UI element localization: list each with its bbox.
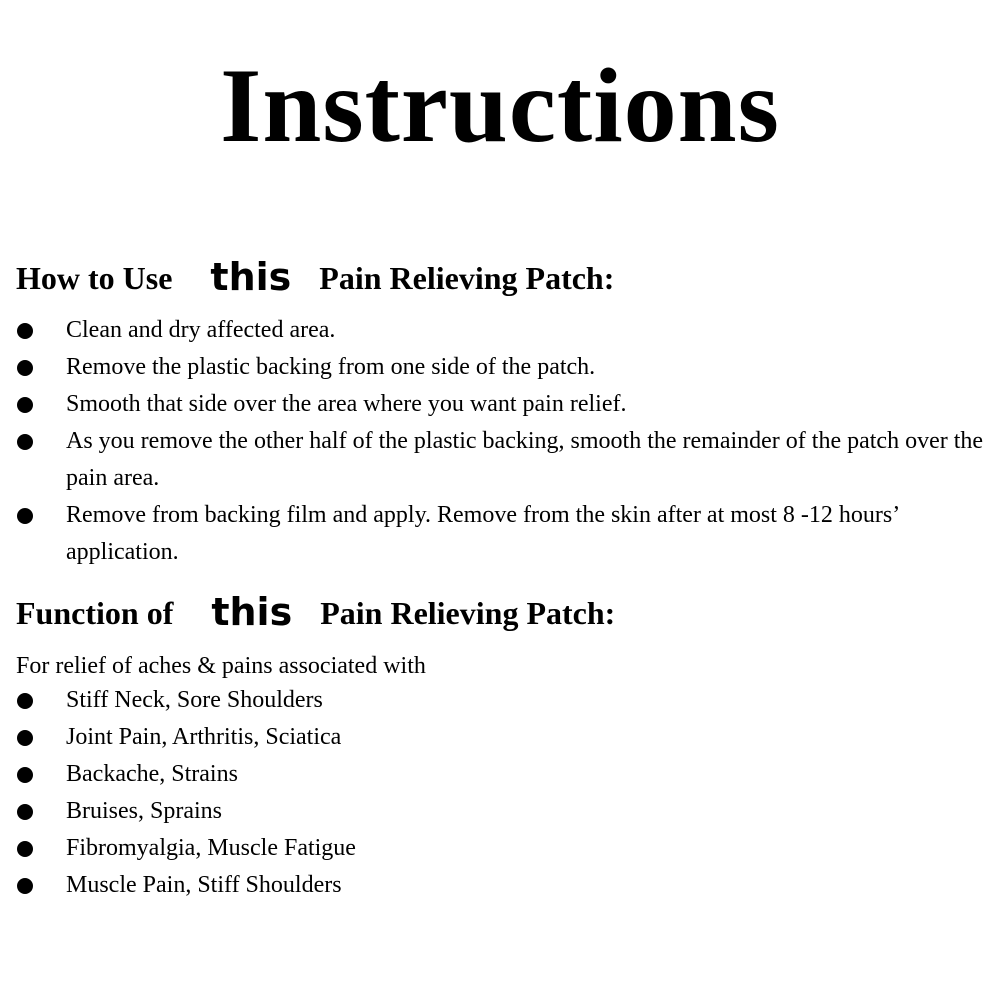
bullet-icon xyxy=(17,434,33,450)
list-item-text: Bruises, Sprains xyxy=(66,798,222,824)
list-item xyxy=(0,312,1000,349)
bullet-icon xyxy=(17,804,33,820)
how-to-use-heading xyxy=(16,256,614,298)
bullet-icon xyxy=(17,397,33,413)
function-heading-word: this xyxy=(211,590,293,634)
list-item xyxy=(0,793,1000,830)
function-list xyxy=(0,682,1000,904)
list-item xyxy=(0,867,1000,904)
bullet-icon xyxy=(17,730,33,746)
list-item-text: As you remove the other half of the plastic backing, smooth the remainder of the patch over the pain area. xyxy=(66,428,984,491)
bullet-icon xyxy=(17,841,33,857)
how-to-use-list xyxy=(0,312,1000,571)
bullet-icon xyxy=(17,878,33,894)
list-item xyxy=(0,830,1000,867)
list-item xyxy=(0,719,1000,756)
list-item xyxy=(0,682,1000,719)
list-item-text: Muscle Pain, Stiff Shoulders xyxy=(66,872,342,898)
function-heading-suffix: Pain Relieving Patch: xyxy=(320,595,616,631)
list-item-text: Clean and dry affected area. xyxy=(66,317,336,343)
bullet-icon xyxy=(17,693,33,709)
list-item-text: Joint Pain, Arthritis, Sciatica xyxy=(66,724,342,750)
list-item-text: Backache, Strains xyxy=(66,761,238,787)
list-item-text: Smooth that side over the area where you want pain relief. xyxy=(66,391,627,417)
function-heading xyxy=(16,591,615,633)
list-item xyxy=(0,386,1000,423)
list-item xyxy=(0,423,1000,497)
list-item-text: Fibromyalgia, Muscle Fatigue xyxy=(66,835,356,861)
how-to-use-heading-word: this xyxy=(210,255,292,299)
list-item xyxy=(0,497,1000,571)
list-item-text: Remove from backing film and apply. Remove from the skin after at most 8 -12 hours’ application. xyxy=(66,502,899,565)
how-to-use-heading-suffix: Pain Relieving Patch: xyxy=(319,260,615,296)
list-item xyxy=(0,756,1000,793)
bullet-icon xyxy=(17,323,33,339)
list-item-text: Stiff Neck, Sore Shoulders xyxy=(66,687,323,713)
page-title: Instructions xyxy=(220,47,780,164)
list-item-text: Remove the plastic backing from one side of the patch. xyxy=(66,354,596,380)
bullet-icon xyxy=(17,508,33,524)
how-to-use-heading-prefix: How to Use xyxy=(16,260,173,296)
function-heading-prefix: Function of xyxy=(16,595,174,631)
bullet-icon xyxy=(17,360,33,376)
list-item xyxy=(0,349,1000,386)
function-intro: For relief of aches & pains associated with xyxy=(16,653,426,679)
bullet-icon xyxy=(17,767,33,783)
